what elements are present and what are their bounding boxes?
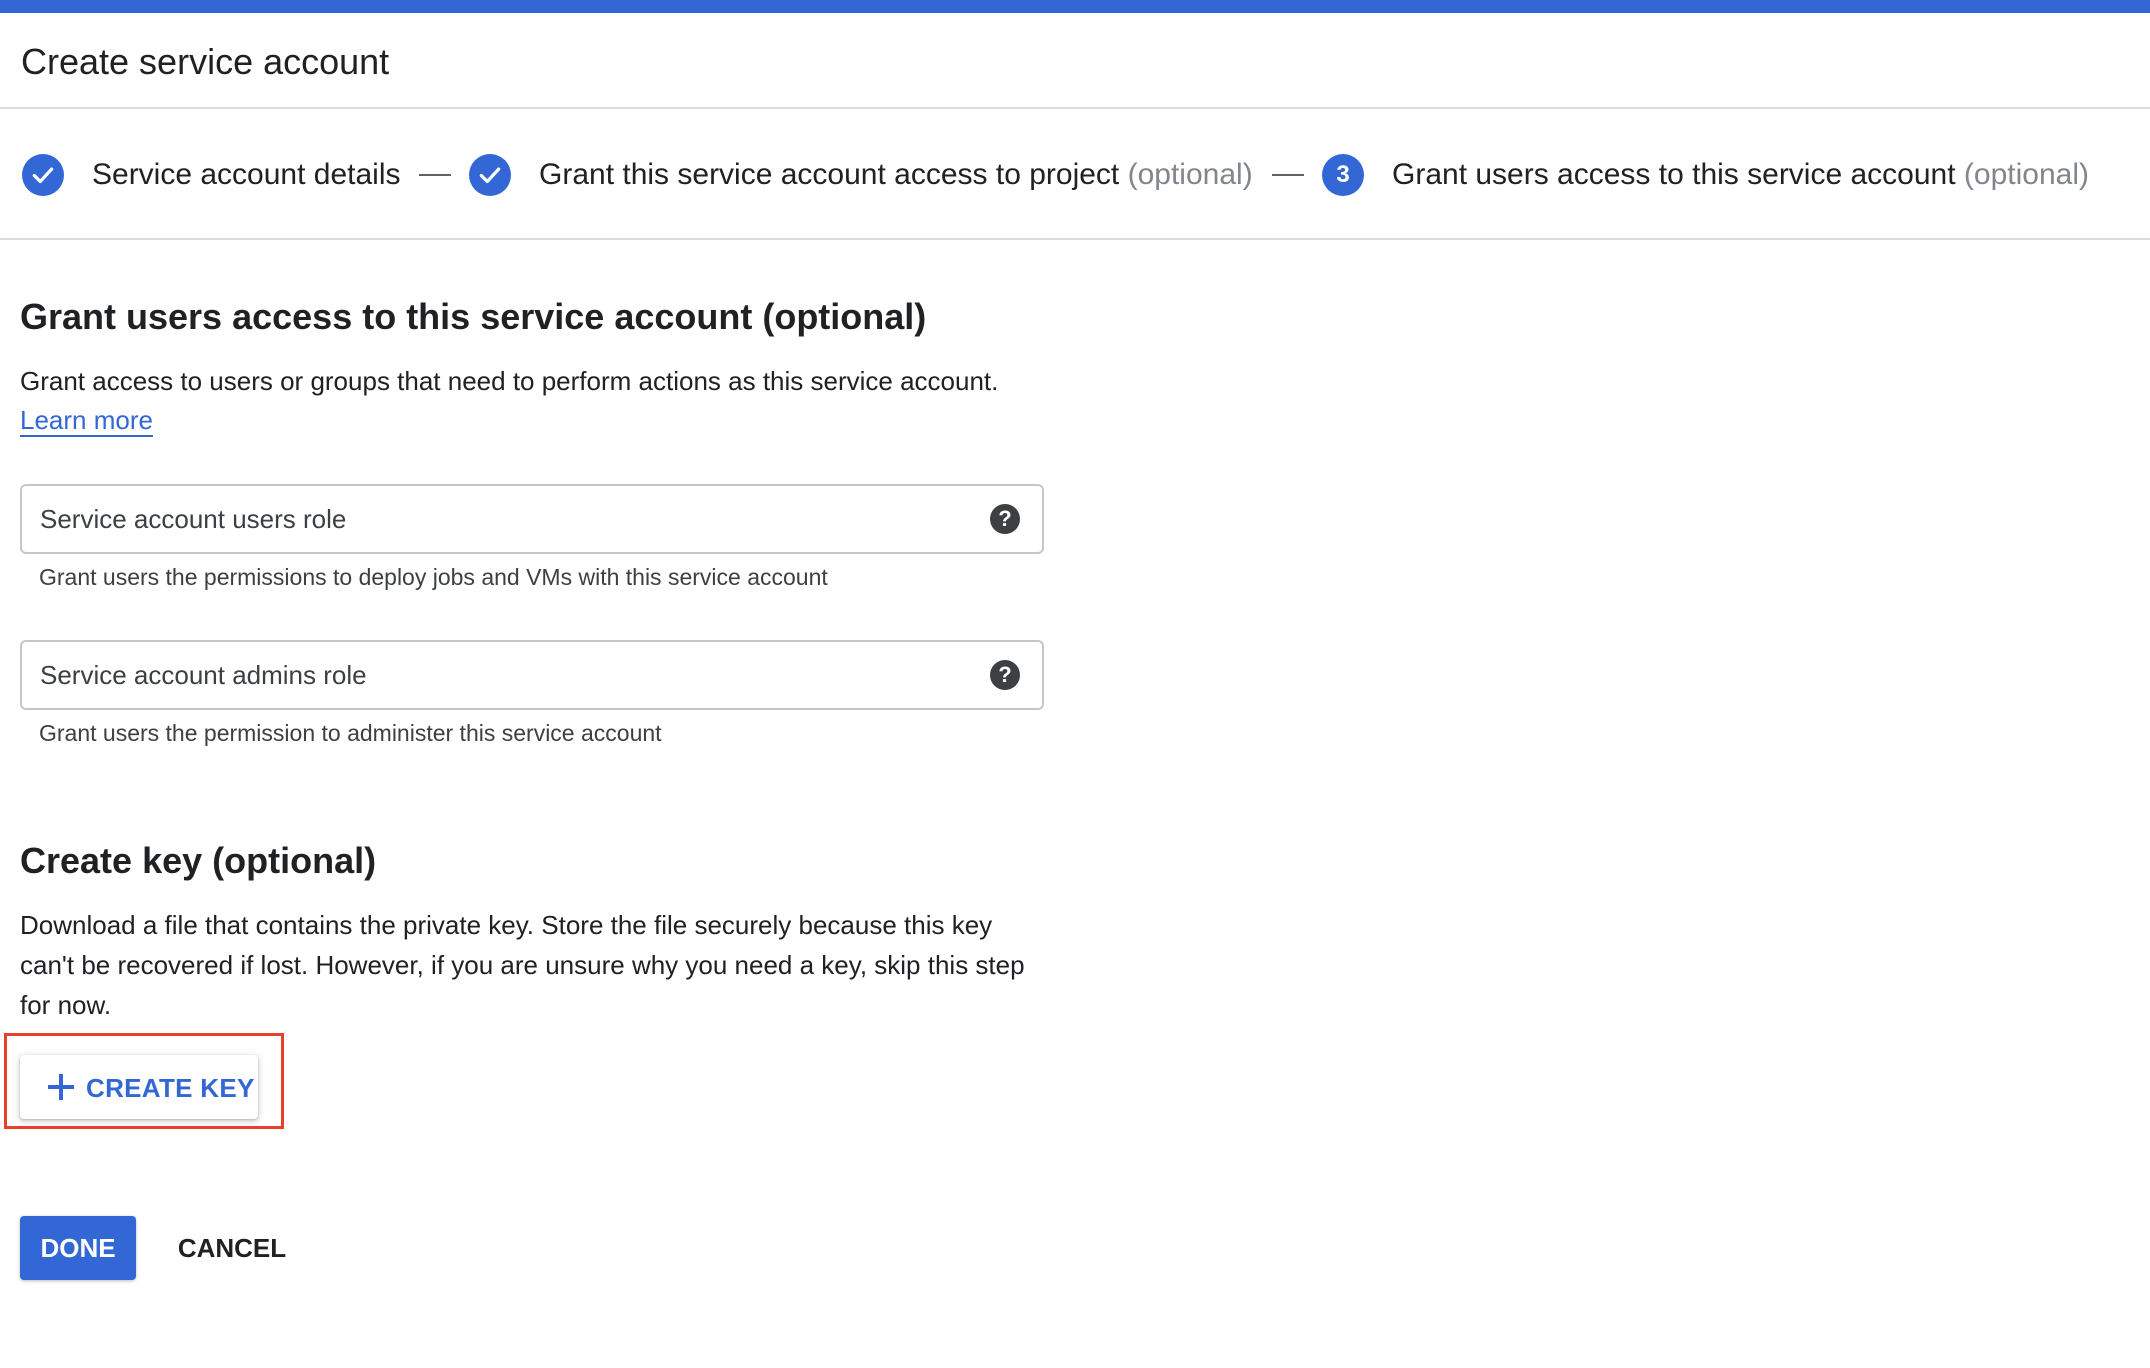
admins-role-hint: Grant users the permission to administer this service account <box>39 720 662 746</box>
service-account-admins-role-input[interactable] <box>40 642 970 708</box>
check-icon <box>22 154 64 196</box>
step-label <box>539 158 1253 192</box>
service-account-users-role-field <box>20 484 1044 554</box>
create-key-description-line-2: can't be recovered if lost. However, if you are unsure why you need a key, skip this step <box>20 950 1025 980</box>
help-icon[interactable]: ? <box>990 504 1020 534</box>
done-button[interactable]: DONE <box>20 1216 136 1280</box>
step-separator <box>1272 174 1304 176</box>
page-header <box>0 13 2150 109</box>
stepper <box>0 109 2150 240</box>
create-key-section-title: Create key (optional) <box>20 840 377 881</box>
check-icon <box>469 154 511 196</box>
step-optional-tag: (optional) <box>1127 157 1253 191</box>
step-label-text: Grant this service account access to project <box>539 157 1120 191</box>
step-label: Service account details <box>92 157 401 191</box>
step-separator <box>419 174 451 176</box>
top-accent-bar <box>0 0 2150 13</box>
create-key-description-line-1: Download a file that contains the private key. Store the file securely because this key <box>20 910 993 940</box>
grant-section-description: Grant access to users or groups that need to perform actions as this service account. <box>20 366 999 396</box>
help-icon[interactable]: ? <box>990 660 1020 690</box>
step-service-account-details[interactable] <box>22 109 401 240</box>
create-key-description-line-3: for now. <box>20 990 112 1020</box>
cancel-button[interactable]: CANCEL <box>177 1232 287 1263</box>
grant-section-title: Grant users access to this service account (optional) <box>20 296 927 337</box>
step-grant-project-access[interactable] <box>469 109 1253 240</box>
page-title: Create service account <box>21 41 390 82</box>
step-grant-users-access[interactable] <box>1322 109 2089 240</box>
step-optional-tag: (optional) <box>1963 157 2089 191</box>
users-role-hint: Grant users the permissions to deploy jobs and VMs with this service account <box>39 564 828 590</box>
create-key-label: CREATE KEY <box>86 1073 255 1103</box>
step-label <box>1392 158 2089 192</box>
step-number-icon: 3 <box>1322 154 1364 196</box>
create-key-button[interactable] <box>20 1055 258 1119</box>
plus-icon <box>48 1074 74 1100</box>
step-label-text: Grant users access to this service account <box>1392 157 1956 191</box>
service-account-users-role-input[interactable] <box>40 486 970 552</box>
service-account-admins-role-field <box>20 640 1044 710</box>
learn-more-link[interactable]: Learn more <box>20 405 153 435</box>
